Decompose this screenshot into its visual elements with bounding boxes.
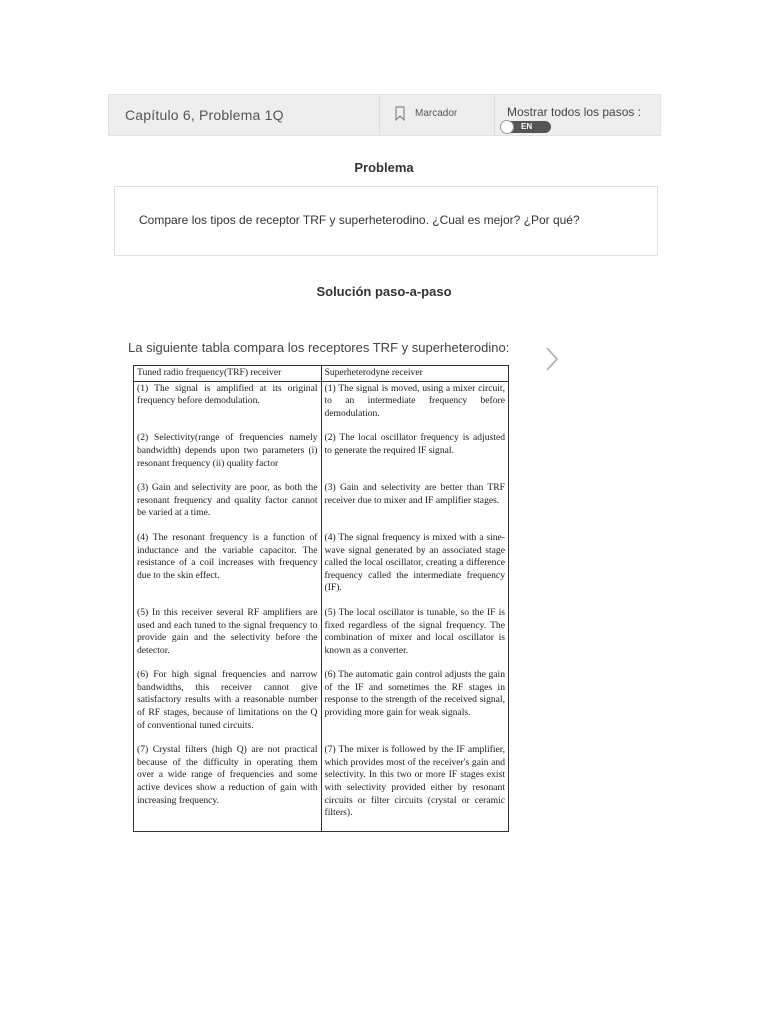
show-all-steps-toggle[interactable] [501, 121, 551, 133]
chevron-right-icon [545, 359, 559, 376]
problem-box [114, 186, 658, 256]
table-header-trf: Tuned radio frequency(TRF) receiver [134, 366, 322, 382]
table-row [134, 481, 509, 531]
table-cell: (4) The resonant frequency is a function of inductance and the variable capacitor. The resistance of a coil increases with frequency due to the skin effect. [134, 531, 322, 606]
next-step-button[interactable] [545, 346, 559, 377]
table-row [134, 381, 509, 431]
table-cell: (6) The automatic gain control adjusts the gain of the IF and sometimes the RF stages in response to the strength of the received signal, providing more gain for weak signals. [321, 668, 509, 743]
table-header-superheterodyne: Superheterodyne receiver [321, 366, 509, 382]
table-cell: (7) Crystal filters (high Q) are not practical because of the difficulty in operating them over a wide range of frequencies and some active devices show a reduction of gain with increasing frequency. [134, 743, 322, 831]
table-cell: (4) The signal frequency is mixed with a sine-wave signal generated by an associated stage called the local oscillator, creating a difference frequency called the intermediate frequency (IF). [321, 531, 509, 606]
solution-heading: Solución paso-a-paso [316, 284, 452, 299]
table-row [134, 431, 509, 481]
table-cell: (2) The local oscillator frequency is adjusted to generate the required IF signal. [321, 431, 509, 481]
comparison-table [133, 365, 509, 832]
header-divider [494, 95, 495, 135]
solution-intro-text: La siguiente tabla compara los receptores TRF y superheterodino: [128, 340, 510, 355]
toggle-knob [500, 120, 514, 134]
table-cell: (1) The signal is moved, using a mixer circuit, to an intermediate frequency before demodulation. [321, 381, 509, 431]
table-header-row [134, 366, 509, 382]
table-cell: (5) The local oscillator is tunable, so the IF is fixed regardless of the signal frequency. The combination of mixer and local oscillator is known as a converter. [321, 606, 509, 668]
problem-heading: Problema [354, 160, 414, 175]
table-cell: (6) For high signal frequencies and narrow bandwidths, this receiver cannot give satisfactory results with a reasonable number of RF stages, because of limitations on the Q of conventional tuned circuits. [134, 668, 322, 743]
table-cell: (2) Selectivity(range of frequencies namely bandwidth) depends upon two parameters (i) resonant frequency (ii) quality factor [134, 431, 322, 481]
header-divider [379, 95, 380, 135]
bookmark-label: Marcador [415, 108, 458, 119]
table-cell: (5) In this receiver several RF amplifiers are used and each tuned to the signal frequency to provide gain and the selectivity before the detector. [134, 606, 322, 668]
show-all-steps-label: Mostrar todos los pasos : [507, 105, 642, 119]
bookmark-button[interactable] [395, 106, 457, 121]
chapter-title: Capítulo 6, Problema 1Q [125, 107, 284, 123]
toggle-label: EN [521, 122, 533, 131]
table-cell: (7) The mixer is followed by the IF amplifier, which provides most of the receiver's gain and selectivity. In this two or more IF stages exist with selectivity provided either by resonant circuits or filter circuits (crystal or ceramic filters). [321, 743, 509, 831]
table-cell: (1) The signal is amplified at its original frequency before demodulation. [134, 381, 322, 431]
table-row [134, 606, 509, 668]
bookmark-icon [395, 106, 405, 121]
table-cell: (3) Gain and selectivity are poor, as both the resonant frequency and quality factor cannot be varied at a time. [134, 481, 322, 531]
table-row [134, 668, 509, 743]
table-cell: (3) Gain and selectivity are better than TRF receiver due to mixer and IF amplifier stages. [321, 481, 509, 531]
chapter-header-bar [108, 94, 661, 136]
table-row [134, 531, 509, 606]
problem-text: Compare los tipos de receptor TRF y superheterodino. ¿Cual es mejor? ¿Por qué? [139, 213, 580, 227]
table-row [134, 743, 509, 831]
